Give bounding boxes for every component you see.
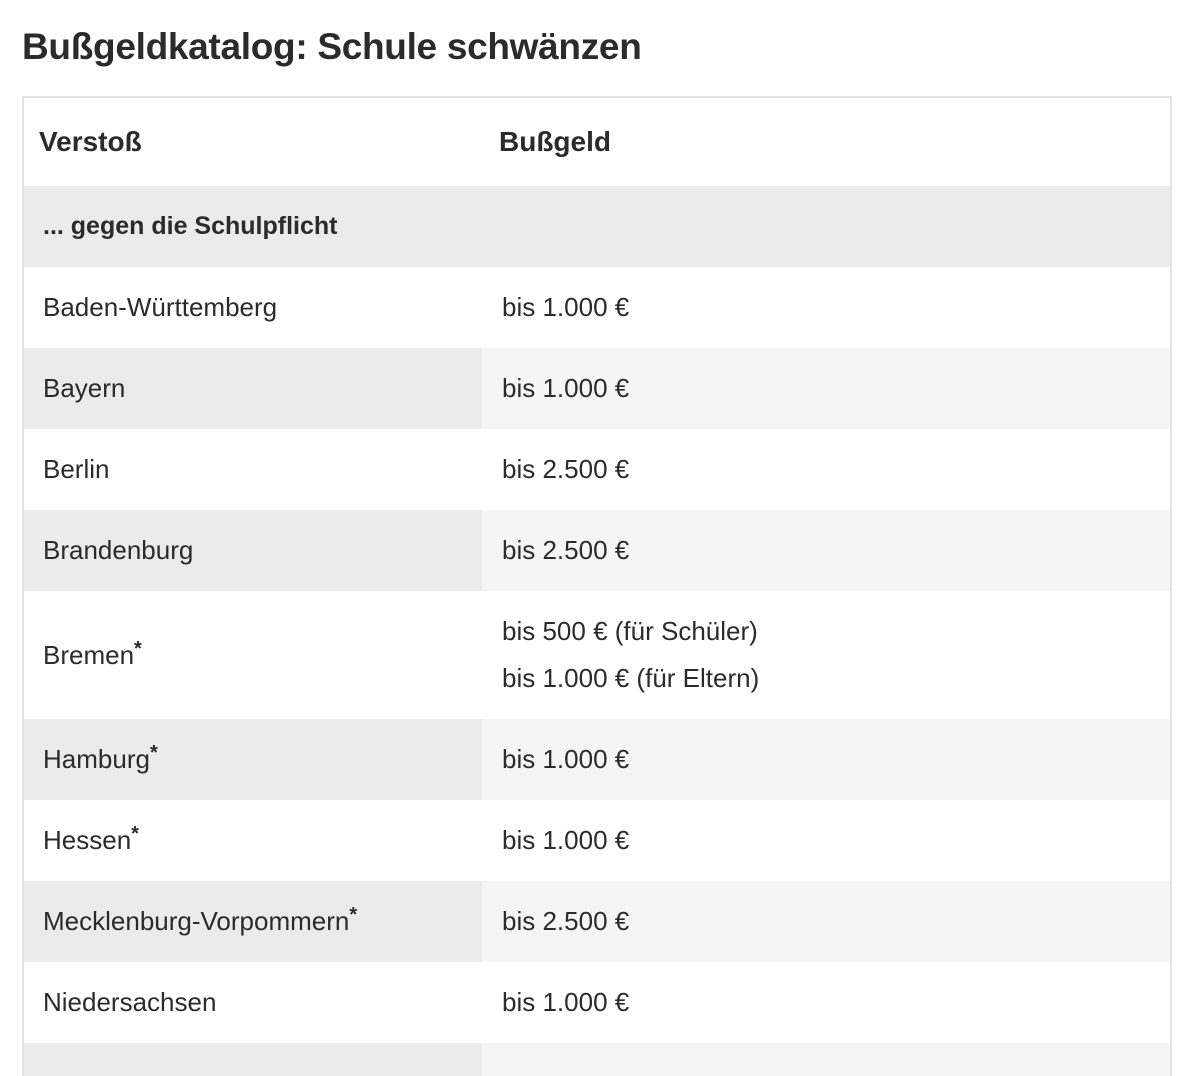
state-name: Bremen (43, 639, 135, 670)
state-cell (24, 510, 482, 591)
state-cell (24, 267, 482, 348)
fine-amount: bis 1.000 € (502, 292, 630, 322)
state-cell (24, 591, 482, 719)
fine-table-container (22, 96, 1172, 1076)
state-cell (24, 719, 482, 800)
state-cell (24, 800, 482, 881)
table-header-row (24, 98, 1170, 186)
fine-amount: bis 1.000 € (502, 373, 630, 403)
state-name: Brandenburg (43, 535, 194, 565)
state-cell (24, 348, 482, 429)
fine-table (24, 98, 1170, 1076)
footnote-marker: * (134, 637, 142, 660)
state-cell (24, 429, 482, 510)
table-row (24, 962, 1170, 1043)
group-row (24, 186, 1170, 267)
column-header-bussgeld: Bußgeld (482, 98, 1170, 186)
fine-amount: bis 2.500 € (502, 906, 630, 936)
fine-cell (482, 1043, 1170, 1076)
state-cell (24, 881, 482, 962)
state-name: Hamburg (43, 744, 150, 774)
fine-cell (482, 881, 1170, 962)
state-name: Berlin (43, 454, 110, 484)
fine-amount: bis 2.500 € (502, 454, 630, 484)
table-row (24, 429, 1170, 510)
table-row (24, 348, 1170, 429)
footnote-marker: * (149, 742, 158, 764)
state-name: Mecklenburg-Vorpommern (43, 906, 350, 936)
footnote-marker: * (349, 904, 358, 926)
group-label: ... gegen die Schulpflicht (24, 186, 1170, 267)
state-cell (24, 962, 482, 1043)
table-row (24, 881, 1170, 962)
state-name: Hessen (43, 825, 132, 855)
fine-cell (482, 591, 1170, 719)
fine-amount: bis 1.000 € (502, 744, 630, 774)
fine-amount: bis 1.000 € (502, 987, 630, 1017)
table-row (24, 591, 1170, 719)
fine-amount: bis 500 € (für Schüler) (502, 616, 758, 646)
table-row (24, 267, 1170, 348)
state-name: Bayern (43, 373, 126, 403)
fine-amount: bis 1.000 € (502, 825, 630, 855)
fine-cell (482, 962, 1170, 1043)
table-row (24, 510, 1170, 591)
state-name: Baden-Württemberg (43, 292, 278, 322)
fine-amount: bis 2.500 € (502, 535, 630, 565)
fine-cell (482, 800, 1170, 881)
table-row (24, 800, 1170, 881)
fine-amount: bis 1.000 € (für Eltern) (502, 663, 760, 693)
column-header-verstoss: Verstoß (24, 98, 482, 186)
fine-cell (482, 267, 1170, 348)
state-cell (24, 1043, 482, 1076)
fine-cell (482, 719, 1170, 800)
table-row (24, 1043, 1170, 1076)
page-title: Bußgeldkatalog: Schule schwänzen (22, 26, 642, 67)
fine-cell (482, 429, 1170, 510)
footnote-marker: * (131, 823, 139, 845)
table-row (24, 719, 1170, 800)
fine-cell (482, 348, 1170, 429)
fine-cell (482, 510, 1170, 591)
state-name: Niedersachsen (43, 987, 217, 1017)
